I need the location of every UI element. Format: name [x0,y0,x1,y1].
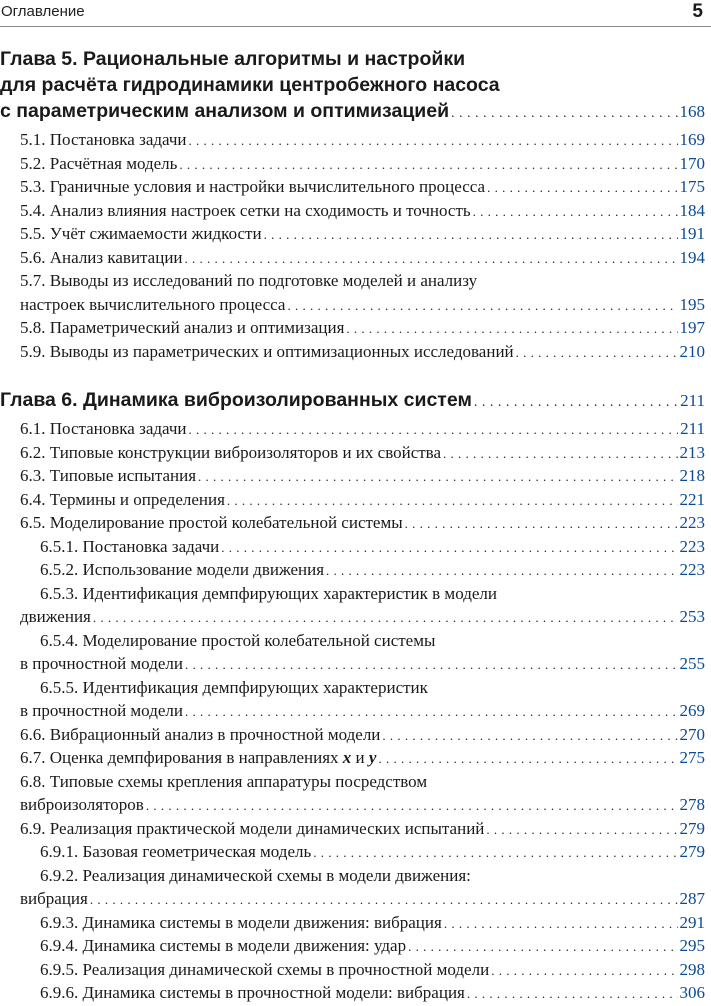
running-header-section: Оглавление [1,3,85,20]
entry-title-line: 6.5.4. Моделирование простой колебательной системы [40,629,711,653]
entry-title-line: для расчёта гидродинамики центробежного насоса [0,72,711,98]
dot-leader [185,700,678,724]
dot-leader [185,247,678,271]
toc-section[interactable] [0,128,711,153]
entry-page-number[interactable]: 223 [680,558,711,582]
toc-section[interactable] [0,770,711,818]
entry-page-number[interactable]: 253 [680,605,711,629]
entry-page-number[interactable]: 275 [680,746,711,770]
toc-subsection[interactable] [0,558,711,583]
entry-page-number[interactable]: 197 [680,316,711,340]
toc-section[interactable] [0,746,711,771]
entry-page-number[interactable]: 170 [680,152,711,176]
dot-leader [179,153,677,177]
entry-title-line: 5.6. Анализ кавитации [20,246,183,270]
entry-page-number[interactable]: 298 [680,958,711,982]
toc-subsection[interactable] [0,864,711,912]
dot-leader [378,747,677,771]
entry-title-line: Глава 6. Динамика виброизолированных систем [0,387,472,413]
entry-page-number[interactable]: 169 [680,128,711,152]
entry-page-number[interactable]: 194 [680,246,711,270]
toc-subsection[interactable] [0,981,711,1006]
dot-leader [227,489,678,513]
toc-subsection[interactable] [0,582,711,630]
entry-title-line: 6.3. Типовые испытания [20,464,196,488]
toc-section[interactable] [0,441,711,466]
entry-page-number[interactable]: 255 [680,652,711,676]
entry-page-number[interactable]: 279 [680,817,711,841]
dot-leader [516,341,678,365]
toc-subsection[interactable] [0,535,711,560]
dot-leader [313,841,677,865]
chapter-heading[interactable] [0,46,711,127]
entry-title-line: 6.9.4. Динамика системы в модели движения: удар [40,934,406,958]
entry-page-number[interactable]: 269 [680,699,711,723]
toc-subsection[interactable] [0,934,711,959]
dot-leader [486,818,677,842]
toc-subsection[interactable] [0,629,711,677]
entry-title-line: 6.9.5. Реализация динамической схемы в прочностной модели [40,958,489,982]
entry-title-line: в прочностной модели [20,699,183,723]
dot-leader [346,317,677,341]
entry-title-line: 6.9.2. Реализация динамической схемы в модели движения: [40,864,711,888]
entry-page-number[interactable]: 175 [680,175,711,199]
dot-leader [408,935,677,959]
toc-section[interactable] [0,464,711,489]
entry-page-number[interactable]: 210 [680,340,711,364]
entry-title-line: 5.3. Граничные условия и настройки вычислительного процесса [20,175,485,199]
entry-title-line: 6.6. Вибрационный анализ в прочностной модели [20,723,380,747]
entry-title-line: 6.5.1. Постановка задачи [40,535,219,559]
dot-leader [287,294,677,318]
toc-section[interactable] [0,199,711,224]
dot-leader [93,606,678,630]
entry-title-line: 6.5.5. Идентификация демпфирующих характеристик [40,676,711,700]
entry-title-line: с параметрическим анализом и оптимизацией [0,98,449,124]
toc-section[interactable] [0,417,711,442]
toc-section[interactable] [0,175,711,200]
entry-title-line: 6.1. Постановка задачи [20,417,187,441]
entry-page-number[interactable]: 270 [680,723,711,747]
entry-title-line: 6.9. Реализация практической модели динамических испытаний [20,817,484,841]
entry-title-line: 5.5. Учёт сжимаемости жидкости [20,222,262,246]
entry-title-line: 6.5.3. Идентификация демпфирующих характеристик в модели [40,582,711,606]
toc-section[interactable] [0,152,711,177]
entry-page-number[interactable]: 278 [680,793,711,817]
entry-title-line: Глава 5. Рациональные алгоритмы и настройки [0,46,711,72]
entry-title-line: 6.2. Типовые конструкции виброизоляторов и их свойства [20,441,441,465]
dot-leader [189,129,678,153]
toc-section[interactable] [0,817,711,842]
entry-page-number[interactable]: 184 [680,199,711,223]
entry-page-number[interactable]: 287 [680,887,711,911]
toc-section[interactable] [0,246,711,271]
entry-page-number[interactable]: 306 [680,981,711,1005]
dot-leader [491,959,677,983]
toc-subsection[interactable] [0,911,711,936]
page-number: 5 [692,1,703,23]
entry-page-number[interactable]: 195 [680,293,711,317]
toc-section[interactable] [0,511,711,536]
entry-title-line: 6.9.3. Динамика системы в модели движения: вибрация [40,911,442,935]
entry-title-line: 5.1. Постановка задачи [20,128,187,152]
dot-leader [405,512,678,536]
dot-leader [264,223,678,247]
toc-section[interactable] [0,316,711,341]
dot-leader [189,418,679,442]
toc-section[interactable] [0,488,711,513]
toc-section[interactable] [0,222,711,247]
entry-title-line: 6.9.6. Динамика системы в прочностной модели: вибрация [40,981,465,1005]
toc-section[interactable] [0,340,711,365]
math-variable: y [369,748,377,767]
entry-title-line: 6.4. Термины и определения [20,488,225,512]
entry-title-fragment: и [351,748,369,767]
entry-title-line: 6.7. Оценка демпфирования в направлениях x и y [20,746,376,770]
dot-leader [146,794,678,818]
entry-page-number[interactable]: 221 [680,488,711,512]
entry-title-line: в прочностной модели [20,652,183,676]
entry-title-line: 6.8. Типовые схемы крепления аппаратуры посредством [20,770,711,794]
entry-page-number[interactable]: 168 [680,99,711,125]
entry-title-line: виброизоляторов [20,793,144,817]
entry-title-line: 5.4. Анализ влияния настроек сетки на сходимость и точность [20,199,471,223]
entry-title-line: 6.5.2. Использование модели движения [40,558,324,582]
toc-section[interactable] [0,723,711,748]
entry-page-number[interactable]: 223 [680,511,711,535]
entry-page-number[interactable]: 191 [680,222,711,246]
entry-title-line: вибрация [20,887,88,911]
entry-page-number[interactable]: 223 [680,535,711,559]
entry-page-number[interactable]: 279 [680,840,711,864]
entry-title-line: 5.8. Параметрический анализ и оптимизация [20,316,344,340]
dot-leader [467,982,678,1006]
entry-title-line: 6.5. Моделирование простой колебательной системы [20,511,403,535]
entry-page-number[interactable]: 218 [680,464,711,488]
entry-title-line: 5.9. Выводы из параметрических и оптимизационных исследований [20,340,514,364]
toc-subsection[interactable] [0,840,711,865]
entry-title-line: движения [20,605,91,629]
entry-title-line: 6.9.1. Базовая геометрическая модель [40,840,311,864]
dot-leader [221,536,677,560]
entry-page-number[interactable]: 295 [680,934,711,958]
entry-page-number[interactable]: 291 [680,911,711,935]
entry-title-line: 5.7. Выводы из исследований по подготовке моделей и анализу [20,269,711,293]
chapter-heading[interactable] [0,387,711,416]
dot-leader [451,101,677,127]
dot-leader [382,724,677,748]
toc-subsection[interactable] [0,676,711,724]
entry-page-number[interactable]: 211 [680,388,711,414]
running-header [0,0,711,27]
entry-page-number[interactable]: 211 [680,417,711,441]
dot-leader [473,200,678,224]
entry-title-line: настроек вычислительного процесса [20,293,285,317]
dot-leader [474,390,678,416]
entry-title-line: 5.2. Расчётная модель [20,152,177,176]
dot-leader [90,888,678,912]
toc-section[interactable] [0,269,711,317]
dot-leader [326,559,677,583]
entry-page-number[interactable]: 213 [680,441,711,465]
toc-subsection[interactable] [0,958,711,983]
dot-leader [185,653,678,677]
dot-leader [444,912,678,936]
math-variable: x [343,748,352,767]
dot-leader [198,465,677,489]
dot-leader [443,442,677,466]
dot-leader [487,176,677,200]
